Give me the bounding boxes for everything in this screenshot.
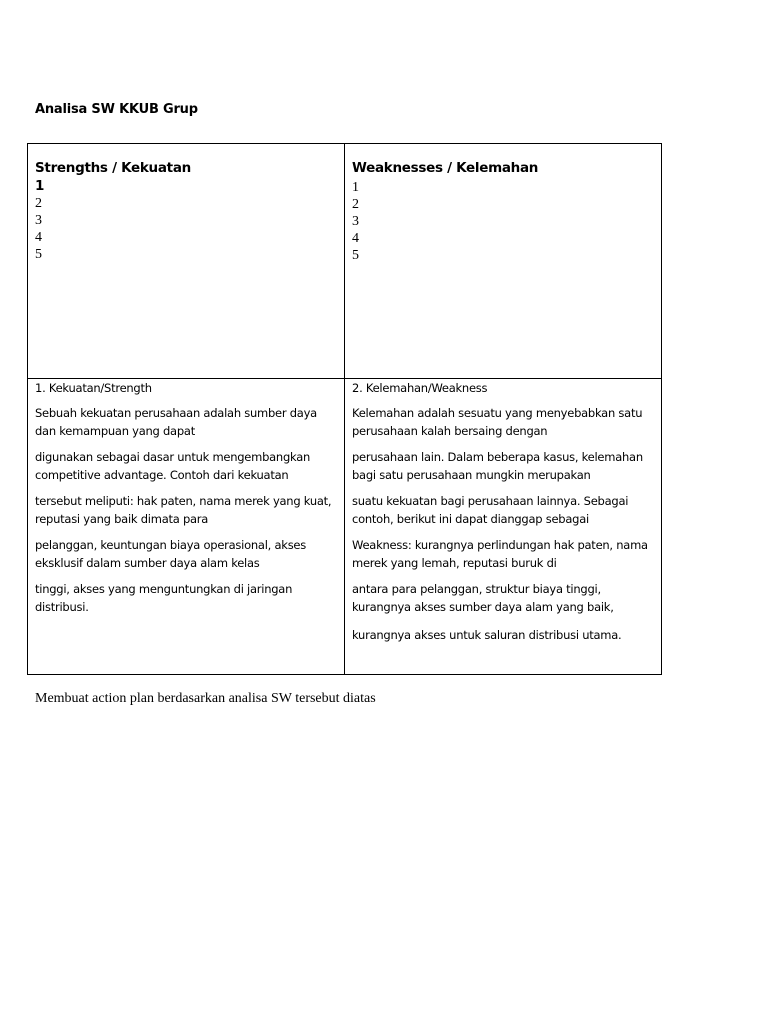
- strengths-section-label: 1. Kekuatan/Strength: [35, 381, 152, 395]
- strengths-number-4: 4: [35, 230, 42, 245]
- weaknesses-number-4: 4: [352, 231, 359, 246]
- weaknesses-number-1: 1: [352, 180, 359, 195]
- weaknesses-number-list: [352, 179, 655, 264]
- strengths-cell: [28, 144, 345, 379]
- weaknesses-number-2: 2: [352, 197, 359, 212]
- weaknesses-paragraph: Kelemahan adalah sesuatu yang menyebabkan satu perusahaan kalah bersaing dengan: [352, 406, 643, 438]
- weaknesses-description-cell: [345, 379, 662, 675]
- header-row: [28, 144, 662, 379]
- description-row: [28, 379, 662, 675]
- strengths-heading: Strengths / Kekuatan: [35, 160, 191, 176]
- weaknesses-number-3: 3: [352, 214, 359, 229]
- weaknesses-paragraph: suatu kekuatan bagi perusahaan lainnya. Sebagai contoh, berikut ini dapat dianggap sebagai: [352, 494, 629, 526]
- weaknesses-paragraph: antara para pelanggan, struktur biaya tinggi, kurangnya akses sumber daya alam yang baik,: [352, 582, 614, 614]
- weaknesses-heading: Weaknesses / Kelemahan: [352, 160, 539, 176]
- strengths-number-list: [35, 195, 338, 263]
- weaknesses-paragraph: perusahaan lain. Dalam beberapa kasus, kelemahan bagi satu perusahaan mungkin merupakan: [352, 450, 643, 482]
- document-title: Analisa SW KKUB Grup: [35, 102, 198, 117]
- strengths-paragraph: tersebut meliputi: hak paten, nama merek yang kuat, reputasi yang baik dimata para: [35, 494, 332, 526]
- strengths-paragraph: Sebuah kekuatan perusahaan adalah sumber daya dan kemampuan yang dapat: [35, 406, 317, 438]
- weaknesses-number-5: 5: [352, 248, 359, 263]
- weaknesses-section-label: 2. Kelemahan/Weakness: [352, 381, 488, 395]
- strengths-number-3: 3: [35, 213, 42, 228]
- strengths-description-cell: [28, 379, 345, 675]
- action-plan-instruction: Membuat action plan berdasarkan analisa SW tersebut diatas: [35, 691, 376, 706]
- strengths-number-1: 1: [35, 178, 45, 194]
- weaknesses-paragraph: kurangnya akses untuk saluran distribusi utama.: [352, 628, 622, 642]
- strengths-number-2: 2: [35, 196, 42, 211]
- weaknesses-cell: [345, 144, 662, 379]
- weaknesses-paragraph: Weakness: kurangnya perlindungan hak paten, nama merek yang lemah, reputasi buruk di: [352, 538, 648, 570]
- sw-analysis-table: [27, 143, 662, 675]
- strengths-paragraph: digunakan sebagai dasar untuk mengembangkan competitive advantage. Contoh dari kekuatan: [35, 450, 311, 482]
- strengths-number-5: 5: [35, 247, 42, 262]
- strengths-paragraph: tinggi, akses yang menguntungkan di jaringan distribusi.: [35, 582, 293, 614]
- strengths-paragraph: pelanggan, keuntungan biaya operasional, akses eksklusif dalam sumber daya alam kelas: [35, 538, 306, 570]
